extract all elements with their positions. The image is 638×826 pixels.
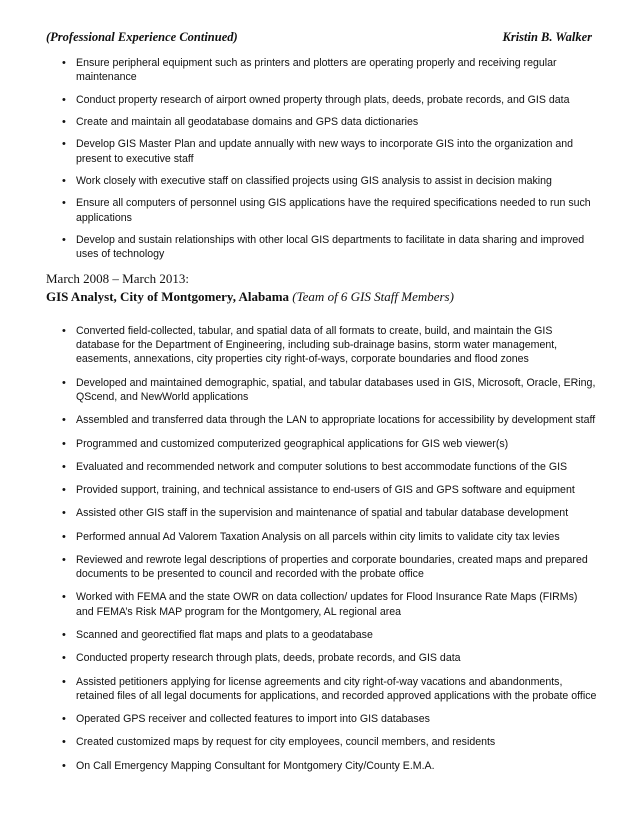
list-item: • Ensure all computers of personnel using GIS applications have the required specifications needed to run such applications xyxy=(0,196,638,224)
list-item: • Assembled and transferred data through the LAN to appropriate locations for accessibility by development staff xyxy=(0,413,638,427)
list-item: • Conduct property research of airport owned property through plats, deeds, probate records, and GIS data xyxy=(0,93,638,107)
list-item: • Develop GIS Master Plan and update annually with new ways to incorporate GIS into the organization and present to executive staff xyxy=(0,137,638,165)
position-bullet-list xyxy=(0,324,638,782)
list-item: • Develop and sustain relationships with other local GIS departments to facilitate in data sharing and improved uses of technology xyxy=(0,233,638,261)
list-item: • Worked with FEMA and the state OWR on data collection/ updates for Flood Insurance Rate Maps (FIRMs) and FEMA’s Risk MAP program for the Montgomery, AL regional area xyxy=(0,590,638,618)
list-item: • Provided support, training, and technical assistance to end-users of GIS and GPS software and equipment xyxy=(0,483,638,497)
position-title: GIS Analyst, City of Montgomery, Alabama xyxy=(46,289,290,304)
list-item: • Reviewed and rewrote legal descriptions of properties and corporate boundaries, created maps and prepared documents to be presented to council and recorded with the probate office xyxy=(0,553,638,581)
header-section-label: (Professional Experience Continued) xyxy=(46,30,238,44)
list-item: • Evaluated and recommended network and computer solutions to best accommodate functions of the GIS xyxy=(0,460,638,474)
list-item: • Ensure peripheral equipment such as printers and plotters are operating properly and receiving regular maintenance xyxy=(0,56,638,84)
header-author-name: Kristin B. Walker xyxy=(502,30,592,44)
list-item: • Created customized maps by request for city employees, council members, and residents xyxy=(0,735,638,749)
list-item: • On Call Emergency Mapping Consultant for Montgomery City/County E.M.A. xyxy=(0,759,638,773)
list-item: • Converted field-collected, tabular, and spatial data of all formats to create, build, and maintain the GIS database for the Department of Engineering, including sub-drainage basins, storm water management, easements, annexations, city properties city right-of-ways, corporate boundaries and flood zones xyxy=(0,324,638,367)
list-item: • Assisted other GIS staff in the supervision and maintenance of spatial and tabular database development xyxy=(0,506,638,520)
list-item: • Work closely with executive staff on classified projects using GIS analysis to assist in decision making xyxy=(0,174,638,188)
list-item: • Operated GPS receiver and collected features to import into GIS databases xyxy=(0,712,638,726)
previous-role-bullet-list xyxy=(0,56,638,270)
list-item: • Assisted petitioners applying for license agreements and city right-of-way vacations and abandonments, retained files of all legal documents for applications, and recorded approved applications with the probate office xyxy=(0,675,638,703)
list-item: • Create and maintain all geodatabase domains and GPS data dictionaries xyxy=(0,115,638,129)
list-item: • Programmed and customized computerized geographical applications for GIS web viewer(s) xyxy=(0,437,638,451)
list-item: • Developed and maintained demographic, spatial, and tabular databases used in GIS, Microsoft, Oracle, ERing, QScend, and NewWorld applications xyxy=(0,376,638,404)
position-dates: March 2008 – March 2013: xyxy=(46,271,189,286)
list-item: • Scanned and georectified flat maps and plats to a geodatabase xyxy=(0,628,638,642)
page-header xyxy=(46,30,592,45)
list-item: • Conducted property research through plats, deeds, probate records, and GIS data xyxy=(0,651,638,665)
list-item: • Performed annual Ad Valorem Taxation Analysis on all parcels within city limits to validate city tax levies xyxy=(0,530,638,544)
position-heading xyxy=(46,289,454,305)
position-team-note: (Team of 6 GIS Staff Members) xyxy=(292,289,454,304)
